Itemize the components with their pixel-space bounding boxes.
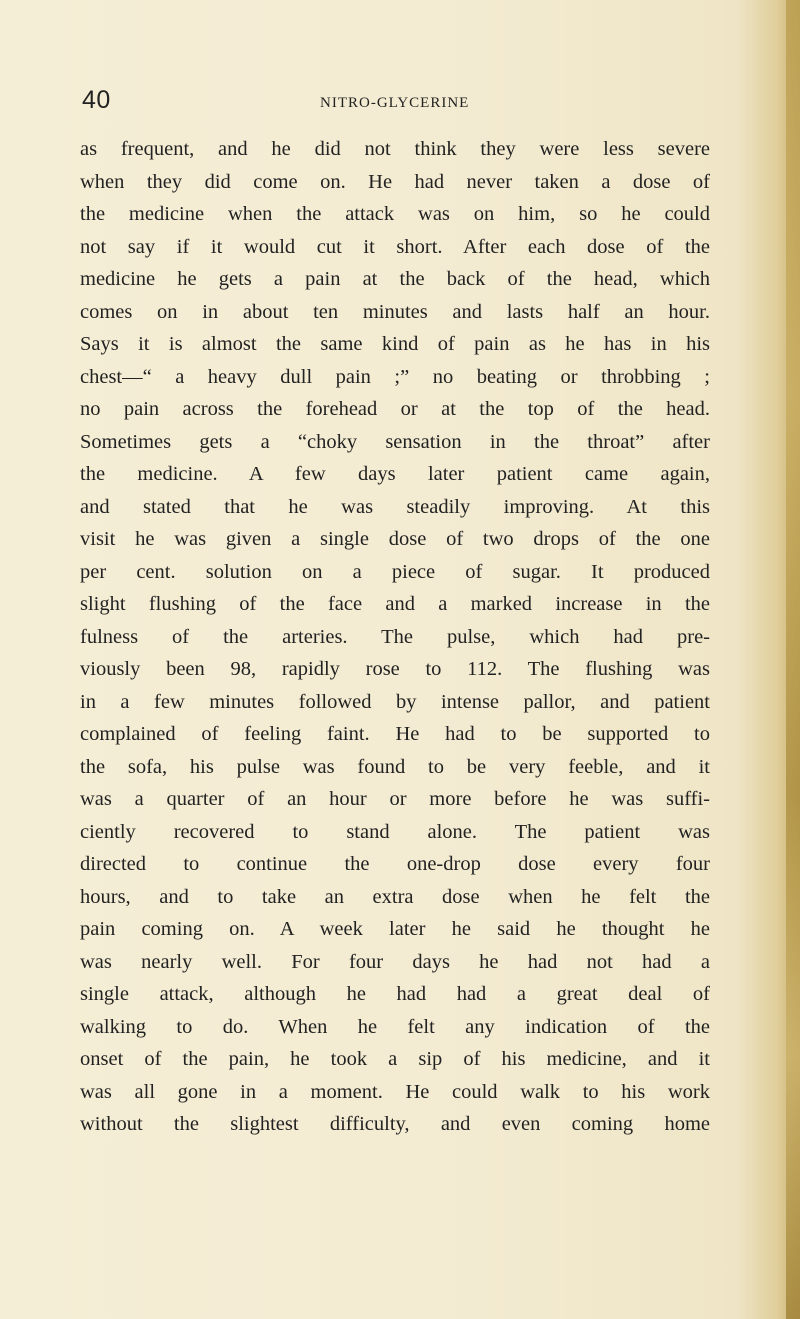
page-number: 40 xyxy=(82,86,111,114)
text-line: as frequent, and he did not think they were less severe xyxy=(80,138,710,160)
text-line: hours, and to take an extra dose when he felt the xyxy=(80,885,710,908)
text-line: Says it is almost the same kind of pain as he has in his xyxy=(80,333,710,355)
text-line: was a quarter of an hour or more before he was suffi- xyxy=(80,788,710,810)
running-head: NITRO-GLYCERINE xyxy=(320,95,470,111)
text-line: medicine he gets a pain at the back of the head, which xyxy=(80,268,710,290)
text-line: slight flushing of the face and a marked increase in the xyxy=(80,593,710,615)
text-line: not say if it would cut it short. After each dose of the xyxy=(80,235,710,258)
text-line: without the slightest difficulty, and even coming home xyxy=(80,1113,710,1135)
text-line: per cent. solution on a piece of sugar. It produced xyxy=(80,560,710,583)
text-line: comes on in about ten minutes and lasts half an hour. xyxy=(80,300,710,323)
page-edge xyxy=(786,0,800,1319)
text-line: onset of the pain, he took a sip of his medicine, and it xyxy=(80,1048,710,1070)
text-line: visit he was given a single dose of two drops of the one xyxy=(80,528,710,550)
text-line: complained of feeling faint. He had to be supported to xyxy=(80,723,710,745)
text-line: and stated that he was steadily improving. At this xyxy=(80,495,710,518)
text-line: viously been 98, rapidly rose to 112. The flushing was xyxy=(80,658,710,680)
text-line: ciently recovered to stand alone. The patient was xyxy=(80,820,710,843)
text-line: was nearly well. For four days he had not had a xyxy=(80,950,710,973)
text-line: Sometimes gets a “choky sensation in the throat” after xyxy=(80,430,710,453)
text-line: walking to do. When he felt any indication of the xyxy=(80,1015,710,1038)
text-line: the medicine. A few days later patient came again, xyxy=(80,463,710,485)
text-line: no pain across the forehead or at the top of the head. xyxy=(80,398,710,420)
text-line: fulness of the arteries. The pulse, which had pre- xyxy=(80,625,710,648)
text-line: chest—“ a heavy dull pain ;” no beating or throbbing ; xyxy=(80,365,710,388)
page-header xyxy=(82,86,712,126)
text-line: pain coming on. A week later he said he thought he xyxy=(80,918,710,940)
text-line: directed to continue the one-drop dose every four xyxy=(80,853,710,875)
body-text xyxy=(80,133,710,1141)
text-line: the medicine when the attack was on him, so he could xyxy=(80,203,710,225)
text-line: the sofa, his pulse was found to be very feeble, and it xyxy=(80,755,710,778)
text-line: was all gone in a moment. He could walk to his work xyxy=(80,1080,710,1103)
text-line: when they did come on. He had never taken a dose of xyxy=(80,170,710,193)
text-line: single attack, although he had had a great deal of xyxy=(80,983,710,1005)
text-line: in a few minutes followed by intense pallor, and patient xyxy=(80,690,710,713)
